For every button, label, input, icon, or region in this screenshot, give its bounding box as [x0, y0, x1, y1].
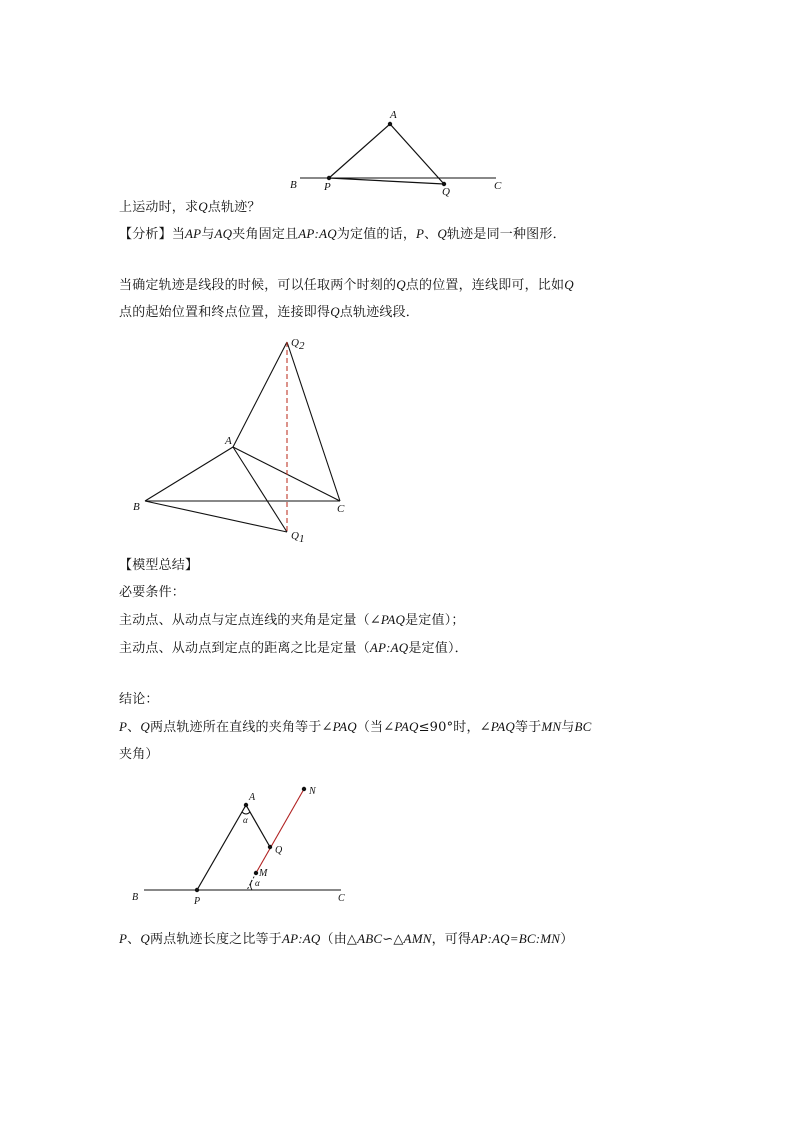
label-b: B — [133, 501, 140, 513]
segment-a-q2 — [233, 342, 287, 447]
angle-arc-a — [242, 812, 250, 814]
text-line-1: 上运动时，求Q点轨迹？ — [119, 199, 261, 215]
label-c: C — [494, 180, 502, 192]
label-c: C — [337, 503, 345, 515]
conclusion-1-line-2: 夹角） — [119, 747, 159, 762]
segment-b-q1 — [145, 501, 287, 532]
condition-1: 主动点、从动点与定点连线的夹角是定量（∠PAQ是定值）； — [119, 612, 465, 628]
label-q: Q — [442, 186, 450, 198]
figure-q-trajectory — [125, 330, 365, 550]
point-p — [195, 888, 199, 892]
label-a: A — [390, 109, 397, 121]
point-n — [302, 787, 306, 791]
point-a — [388, 122, 392, 126]
label-alpha-a: α — [243, 815, 248, 825]
summary-heading: 【模型总结】 — [119, 558, 199, 573]
segment-pa — [197, 805, 246, 890]
conclusion-1-line-1: P、Q两点轨迹所在直线的夹角等于∠PAQ（当∠PAQ≤90°时，∠PAQ等于MN与BC — [119, 719, 592, 735]
paragraph-2-line-1: 当确定轨迹是线段的时候，可以任取两个时刻的Q点的位置，连线即可，比如Q — [119, 277, 574, 293]
conclusion-2: P、Q两点轨迹长度之比等于AP:AQ（由△ABC∽△AMN，可得AP:AQ=BC:MN） — [119, 931, 574, 947]
condition-2: 主动点、从动点到定点的距离之比是定量（AP:AQ是定值）． — [119, 640, 468, 656]
label-a: A — [249, 792, 256, 803]
label-p: P — [324, 181, 331, 193]
label-b: B — [132, 892, 139, 903]
label-a: A — [225, 435, 232, 447]
label-alpha-bc: α — [255, 878, 260, 888]
label-q1: Q1 — [291, 530, 305, 545]
label-m: M — [259, 868, 268, 879]
necessary-conditions: 必要条件： — [119, 585, 186, 600]
label-q: Q — [275, 845, 283, 856]
label-n: N — [309, 786, 316, 797]
segment-mn-red — [256, 789, 304, 873]
label-p: P — [194, 896, 201, 907]
point-m — [254, 871, 258, 875]
figure-angle-alpha — [128, 780, 358, 910]
analysis-line: 【分析】当AP与AQ夹角固定且AP:AQ为定值的话，P、Q轨迹是同一种图形． — [119, 226, 566, 242]
figure-triangle-apq — [280, 100, 520, 198]
segment-ap — [329, 124, 390, 178]
segment-q2-c — [287, 342, 340, 501]
label-q2: Q2 — [291, 337, 305, 352]
point-p — [327, 176, 331, 180]
segment-aq — [390, 124, 444, 184]
paragraph-2-line-2: 点的起始位置和终点位置，连接即得Q点轨迹线段． — [119, 304, 419, 320]
analysis-heading: 【分析】 — [119, 227, 172, 242]
segment-a-q1 — [233, 447, 287, 532]
segment-pq — [329, 178, 444, 184]
label-c: C — [338, 893, 345, 904]
point-a — [244, 803, 248, 807]
conclusion-heading: 结论： — [119, 692, 159, 707]
point-q — [268, 845, 272, 849]
segment-aq — [246, 805, 270, 847]
label-b: B — [290, 179, 297, 191]
segment-ab — [145, 447, 233, 501]
